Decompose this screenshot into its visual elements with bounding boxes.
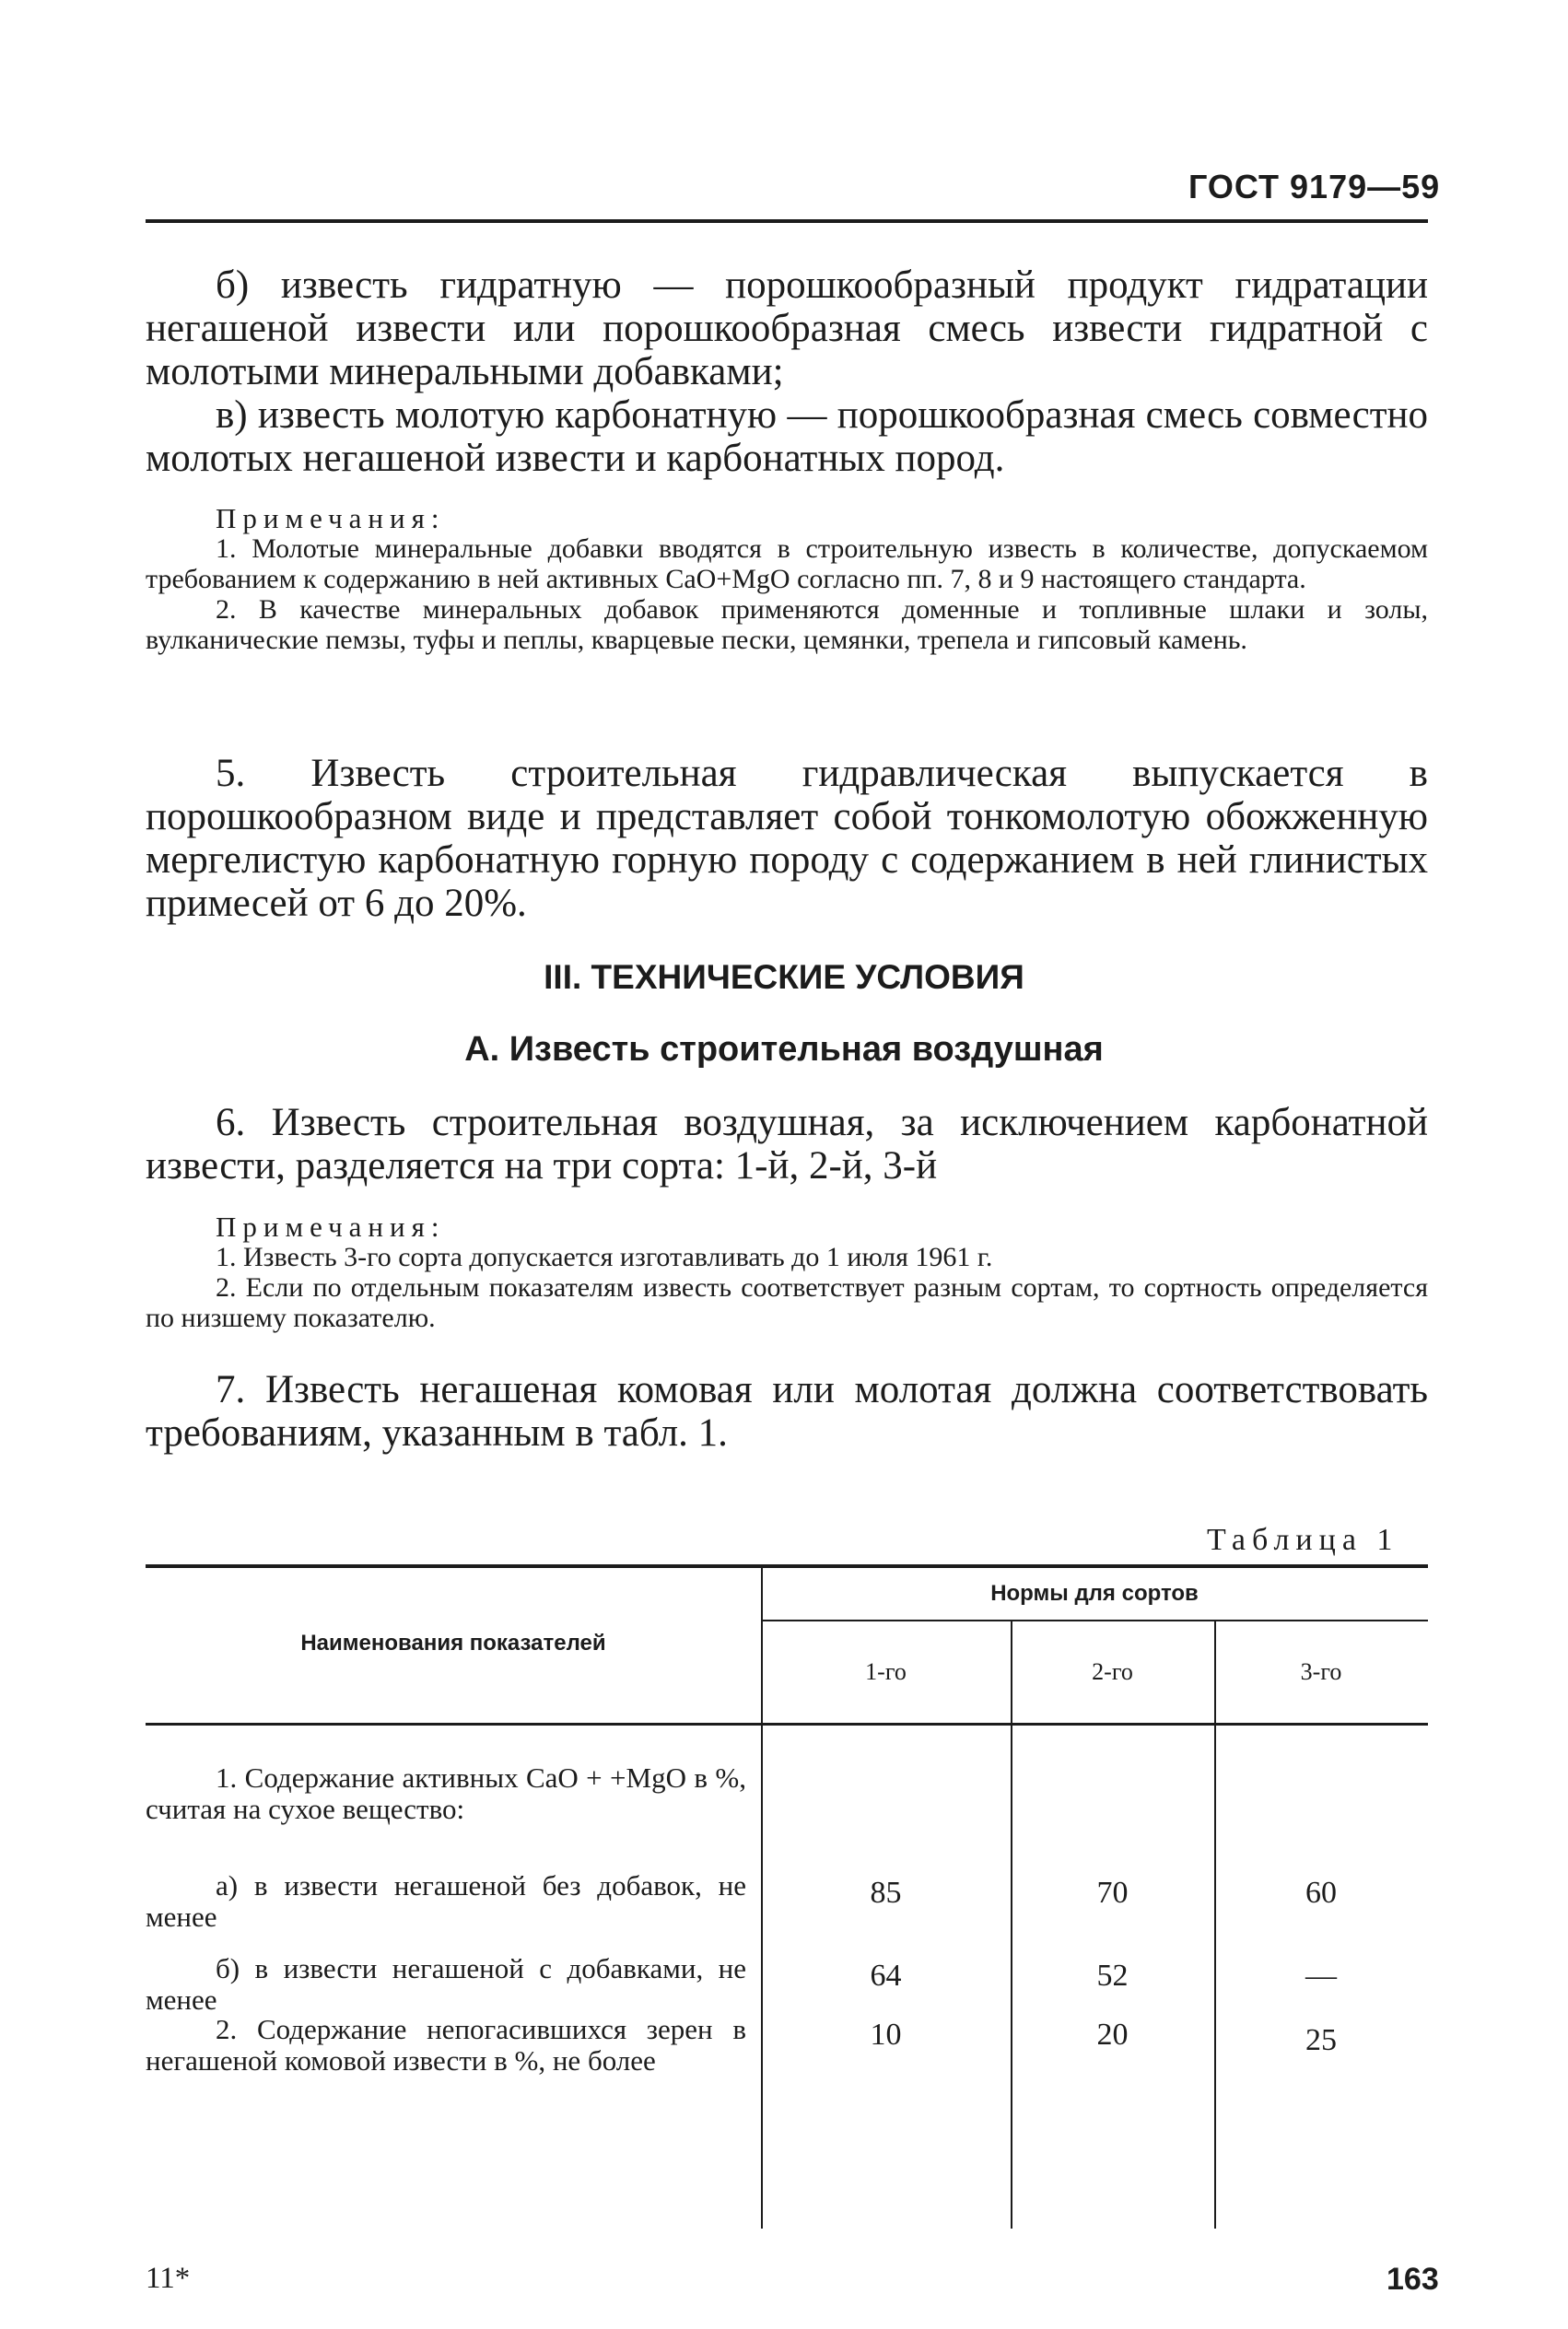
table-header-grade: 2-го: [1092, 1658, 1133, 1685]
sheet-mark: 11*: [146, 2262, 191, 2295]
notes-block-2: [146, 1211, 1428, 1333]
table-header-rule: [146, 1723, 1428, 1726]
intro-item-v: в) известь молотую карбонатную — порошкообразная смесь совместно молотых негашеной извести и карбонатных пород.: [146, 393, 1428, 480]
section-title: III. ТЕХНИЧЕСКИЕ УСЛОВИЯ: [544, 958, 1024, 996]
table-cell: 10: [870, 2018, 902, 2052]
table-cell: 85: [870, 1876, 902, 1910]
paragraph-6-text: 6. Известь строительная воздушная, за исключением карбонатной извести, разделяется на три сорта: 1-й, 2-й, 3-й: [146, 1101, 1428, 1188]
table-cell: 70: [1096, 1876, 1129, 1910]
table-row-label: [146, 2014, 746, 2077]
paragraph-6: [146, 1101, 1428, 1188]
table-divider: [761, 1620, 1428, 1621]
table-cell: 60: [1305, 1876, 1337, 1910]
table-cell: —: [1305, 1959, 1337, 1993]
note-item: 1. Молотые минеральные добавки вводятся в строительную известь в количестве, допускаемом требованием к содержанию в ней активных CaO+MgO согласно пп. 7, 8 и 9 настоящего стандарта.: [146, 533, 1428, 594]
intro-block: [146, 263, 1428, 480]
paragraph-7-text: 7. Известь негашеная комовая или молотая должна соответствовать требованиям, указанным в табл. 1.: [146, 1368, 1428, 1455]
row-text: 1. Содержание активных CaO + +MgO в %, считая на сухое вещество:: [146, 1761, 746, 1825]
intro-item-b: б) известь гидратную — порошкообразный продукт гидратации негашеной извести или порошкообразная смесь извести гидратной с молотыми минеральными добавками;: [146, 263, 1428, 393]
table-cell: 20: [1096, 2018, 1129, 2052]
notes-block-1: [146, 503, 1428, 655]
table-header-group: Нормы для сортов: [990, 1581, 1199, 1606]
page-number: 163: [1387, 2262, 1439, 2297]
table-header-grade: 1-го: [865, 1658, 907, 1685]
notes-heading: Примечания:: [216, 1211, 446, 1243]
row-text: б) в извести негашеной с добавками, не менее: [146, 1952, 746, 2016]
table-cell: 52: [1096, 1959, 1129, 1993]
row-text: 2. Содержание непогасившихся зерен в негашеной комовой извести в %, не более: [146, 2013, 746, 2077]
table-caption: Таблица 1: [1207, 1523, 1399, 1557]
table-row-label: [146, 1870, 746, 1933]
note-item: 1. Известь 3-го сорта допускается изготавливать до 1 июля 1961 г.: [216, 1242, 993, 1272]
paragraph-5: [146, 752, 1428, 925]
table-cell: 25: [1305, 2023, 1337, 2057]
notes-heading: Примечания:: [216, 502, 446, 534]
table-row-label: [146, 1762, 746, 1825]
table-cell: 64: [870, 1959, 902, 1993]
table-row-label: [146, 1953, 746, 2016]
note-item: 2. Если по отдельным показателям известь соответствует разным сортам, то сортность определяется по низшему показателю.: [146, 1272, 1428, 1333]
note-item: 2. В качестве минеральных добавок применяются доменные и топливные шлаки и золы, вулканические пемзы, туфы и пеплы, кварцевые пески, цемянки, трепела и гипсовый камень.: [146, 594, 1428, 655]
row-text: а) в извести негашеной без добавок, не менее: [146, 1869, 746, 1933]
header-rule: [146, 219, 1428, 223]
paragraph-5-text: 5. Известь строительная гидравлическая выпускается в порошкообразном виде и представляет собой тонкомолотую обожженную мергелистую карбонатную горную породу с содержанием в ней глинистых примесей от 6 до 20%.: [146, 752, 1428, 925]
paragraph-7: [146, 1368, 1428, 1455]
section-subtitle: А. Известь строительная воздушная: [464, 1030, 1104, 1069]
table-header-grade: 3-го: [1300, 1658, 1342, 1685]
table-header-name: Наименования показателей: [300, 1631, 606, 1656]
standard-number: ГОСТ 9179—59: [1188, 168, 1441, 205]
table-top-rule: [146, 1564, 1428, 1568]
